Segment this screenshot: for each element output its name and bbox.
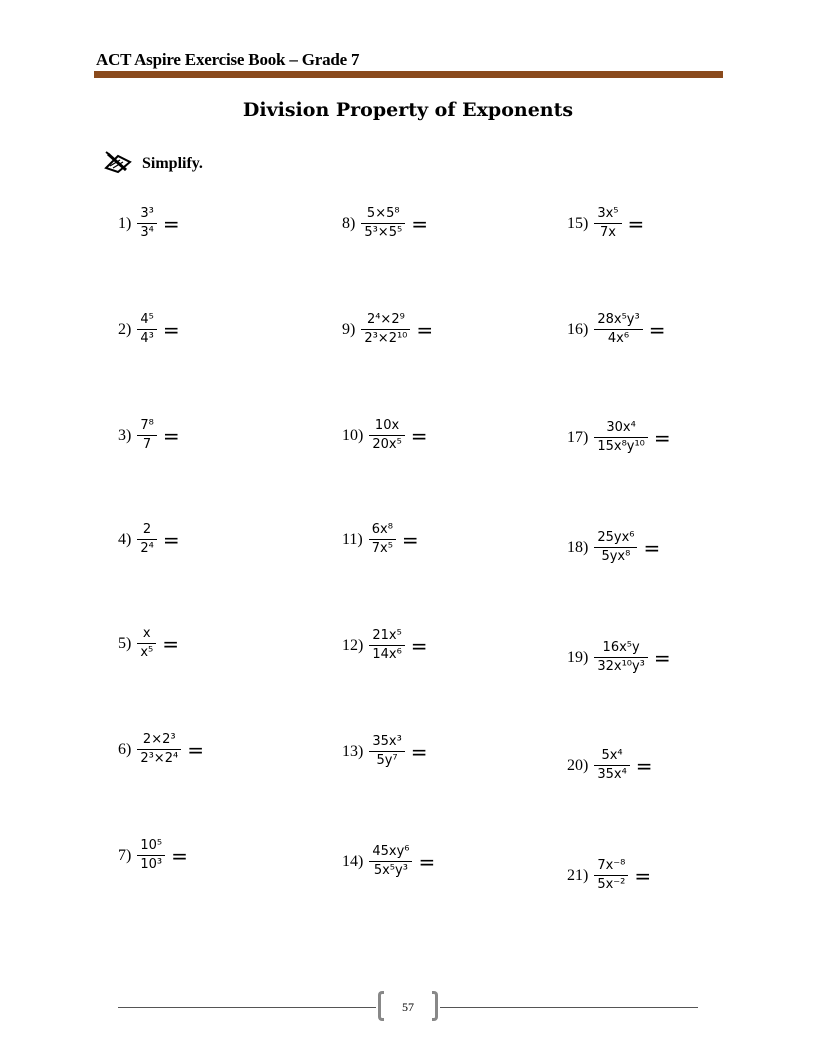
problem-15 xyxy=(567,205,644,242)
numerator: 28x⁵y³ xyxy=(597,312,640,327)
problem-number: 12) xyxy=(342,636,364,654)
equals-sign: = xyxy=(648,317,666,342)
problem-2 xyxy=(118,311,180,348)
denominator: 20x⁵ xyxy=(372,437,402,452)
instruction-text: Simplify. xyxy=(142,155,203,172)
numerator: x xyxy=(142,626,151,641)
numerator: 10x xyxy=(374,418,400,433)
denominator: 5³×5⁵ xyxy=(364,225,403,240)
denominator: 3⁴ xyxy=(140,225,154,240)
problem-number: 9) xyxy=(342,320,356,338)
numerator: 21x⁵ xyxy=(372,628,402,643)
fraction xyxy=(369,521,396,558)
problem-5 xyxy=(118,625,179,662)
footer-line-left xyxy=(118,1007,376,1008)
problem-number: 5) xyxy=(118,634,132,652)
fraction xyxy=(137,731,181,768)
equals-sign: = xyxy=(653,425,671,450)
denominator: 2³×2⁴ xyxy=(140,751,179,766)
problem-12 xyxy=(342,627,428,664)
numerator: 16x⁵y xyxy=(602,640,640,655)
equals-sign: = xyxy=(162,317,180,342)
denominator: 2⁴ xyxy=(140,541,154,556)
equals-sign: = xyxy=(634,863,652,888)
fraction xyxy=(369,733,404,770)
fraction xyxy=(361,311,410,348)
problem-16 xyxy=(567,311,665,348)
denominator: 5x⁻² xyxy=(597,877,626,892)
fraction xyxy=(137,521,156,558)
equals-sign: = xyxy=(162,527,180,552)
denominator: 14x⁶ xyxy=(372,647,402,662)
problem-10 xyxy=(342,417,428,454)
problem-11 xyxy=(342,521,419,558)
problem-14 xyxy=(342,843,435,880)
numerator: 10⁵ xyxy=(140,838,163,853)
equals-sign: = xyxy=(411,211,428,236)
fraction xyxy=(137,311,156,348)
fraction xyxy=(594,529,637,566)
fraction xyxy=(594,747,629,784)
problem-number: 21) xyxy=(567,866,589,884)
problem-17 xyxy=(567,419,671,456)
problem-20 xyxy=(567,747,653,784)
equals-sign: = xyxy=(643,535,661,560)
numerator: 45xy⁶ xyxy=(372,844,410,859)
fraction xyxy=(594,857,628,894)
equals-sign: = xyxy=(401,527,419,552)
equals-sign: = xyxy=(416,317,434,342)
problem-number: 11) xyxy=(342,530,363,548)
numerator: 7x⁻⁸ xyxy=(597,858,626,873)
fraction xyxy=(137,205,156,242)
pencil-paper-icon xyxy=(104,150,136,178)
problem-number: 16) xyxy=(567,320,589,338)
problem-number: 18) xyxy=(567,538,589,556)
denominator: 4³ xyxy=(140,331,154,346)
problem-number: 15) xyxy=(567,214,589,232)
fraction xyxy=(137,837,165,874)
problem-number: 8) xyxy=(342,214,356,232)
equals-sign: = xyxy=(162,631,179,656)
numerator: 3x⁵ xyxy=(597,206,619,221)
fraction xyxy=(369,627,404,664)
problem-6 xyxy=(118,731,204,768)
problem-13 xyxy=(342,733,428,770)
equals-sign: = xyxy=(418,849,436,874)
denominator: 7 xyxy=(142,437,152,452)
equals-sign: = xyxy=(162,211,180,236)
denominator: 10³ xyxy=(140,857,163,872)
footer-line-right xyxy=(440,1007,698,1008)
header-title: ACT Aspire Exercise Book – Grade 7 xyxy=(96,50,360,69)
equals-sign: = xyxy=(171,843,188,868)
denominator: 35x⁴ xyxy=(597,767,627,782)
fraction xyxy=(137,625,156,662)
numerator: 2⁴×2⁹ xyxy=(366,312,405,327)
problem-number: 2) xyxy=(118,320,132,338)
problem-number: 13) xyxy=(342,742,364,760)
problem-4 xyxy=(118,521,180,558)
problem-9 xyxy=(342,311,433,348)
denominator: 7x⁵ xyxy=(371,541,393,556)
equals-sign: = xyxy=(410,633,428,658)
problem-number: 20) xyxy=(567,756,589,774)
fraction xyxy=(594,311,642,348)
problem-number: 19) xyxy=(567,648,589,666)
page-number: 57 xyxy=(402,999,414,1014)
numerator: 5×5⁸ xyxy=(366,206,400,221)
numerator: 30x⁴ xyxy=(606,420,636,435)
denominator: x⁵ xyxy=(140,645,154,660)
problem-1 xyxy=(118,205,180,242)
problem-number: 4) xyxy=(118,530,132,548)
equals-sign: = xyxy=(627,211,645,236)
instruction xyxy=(104,150,203,178)
page-title: Division Property of Exponents xyxy=(242,99,574,121)
denominator: 5yx⁸ xyxy=(601,549,631,564)
numerator: 5x⁴ xyxy=(601,748,623,763)
problem-number: 6) xyxy=(118,740,132,758)
denominator: 15x⁸y¹⁰ xyxy=(597,439,645,454)
equals-sign: = xyxy=(162,423,180,448)
numerator: 2×2³ xyxy=(142,732,176,747)
numerator: 4⁵ xyxy=(140,312,154,327)
fraction xyxy=(361,205,405,242)
equals-sign: = xyxy=(410,423,428,448)
denominator: 2³×2¹⁰ xyxy=(364,331,408,346)
problem-7 xyxy=(118,837,188,874)
denominator: 5x⁵y³ xyxy=(373,863,408,878)
problem-number: 7) xyxy=(118,846,132,864)
numerator: 2 xyxy=(142,522,152,537)
problem-3 xyxy=(118,417,180,454)
problem-19 xyxy=(567,639,671,676)
equals-sign: = xyxy=(653,645,671,670)
fraction xyxy=(594,639,648,676)
fraction xyxy=(594,205,621,242)
denominator: 32x¹⁰y³ xyxy=(597,659,645,674)
problem-number: 14) xyxy=(342,852,364,870)
equals-sign: = xyxy=(410,739,428,764)
numerator: 6x⁸ xyxy=(371,522,393,537)
problem-18 xyxy=(567,529,660,566)
numerator: 25yx⁶ xyxy=(597,530,635,545)
problem-number: 17) xyxy=(567,428,589,446)
fraction xyxy=(369,843,412,880)
denominator: 7x xyxy=(599,225,616,240)
problem-number: 10) xyxy=(342,426,364,444)
equals-sign: = xyxy=(635,753,653,778)
equals-sign: = xyxy=(187,737,204,762)
numerator: 7⁸ xyxy=(140,418,154,433)
problem-number: 1) xyxy=(118,214,132,232)
numerator: 3³ xyxy=(140,206,154,221)
numerator: 35x³ xyxy=(372,734,402,749)
fraction xyxy=(137,417,156,454)
problem-21 xyxy=(567,857,651,894)
fraction xyxy=(369,417,404,454)
fraction xyxy=(594,419,648,456)
problem-8 xyxy=(342,205,428,242)
problem-number: 3) xyxy=(118,426,132,444)
denominator: 5y⁷ xyxy=(376,753,398,768)
header-rule xyxy=(94,71,723,78)
denominator: 4x⁶ xyxy=(607,331,630,346)
